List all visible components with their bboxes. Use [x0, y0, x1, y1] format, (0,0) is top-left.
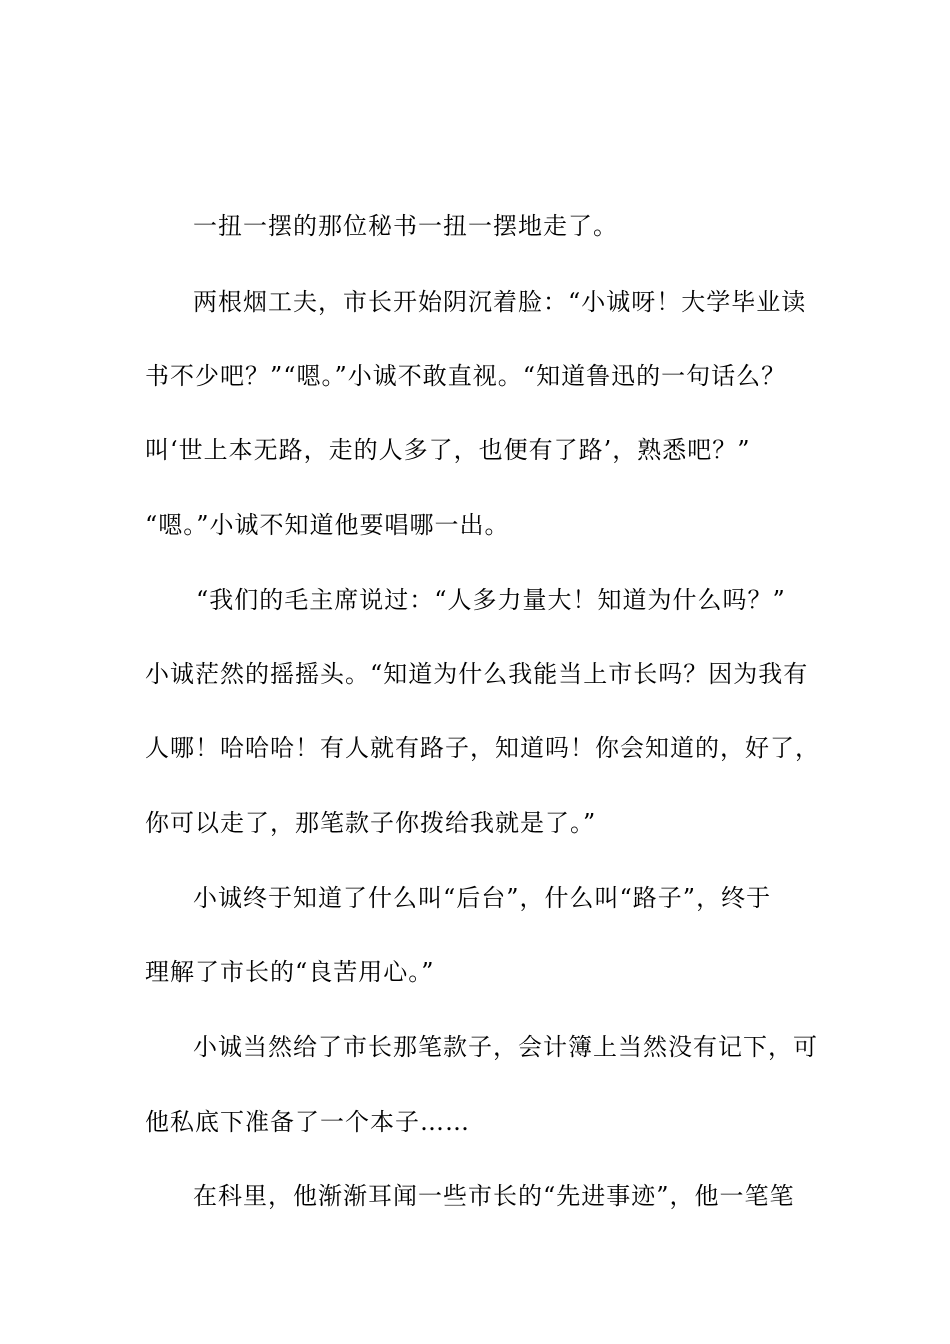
text-line-1: 一扭一摆的那位秘书一扭一摆地走了。 — [193, 212, 618, 240]
text-line-5: “嗯。”小诚不知道他要唱哪一出。 — [145, 511, 510, 539]
text-line-7: 小诚茫然的摇摇头。“知道为什么我能当上市长吗？因为我有 — [145, 660, 809, 688]
text-line-9: 你可以走了，那笔款子你拨给我就是了。” — [145, 809, 597, 837]
text-line-14: 在科里，他渐渐耳闻一些市长的“先进事迹”，他一笔笔 — [193, 1182, 795, 1210]
text-line-2: 两根烟工夫，市长开始阴沉着脸：“小诚呀！大学毕业读 — [193, 288, 807, 316]
text-line-10: 小诚终于知道了什么叫“后台”，什么叫“路子”，终于 — [193, 884, 772, 912]
text-line-6: “我们的毛主席说过：“人多力量大！知道为什么吗？” — [196, 586, 786, 614]
text-line-12: 小诚当然给了市长那笔款子，会计簿上当然没有记下，可 — [193, 1033, 818, 1061]
text-line-3: 书不少吧？”“嗯。”小诚不敢直视。“知道鲁迅的一句话么？ — [145, 362, 787, 390]
text-line-4: 叫‘世上本无路，走的人多了，也便有了路’，熟悉吧？” — [145, 436, 751, 464]
text-line-13: 他私底下准备了一个本子…… — [145, 1108, 470, 1136]
text-line-11: 理解了市长的“良苦用心。” — [145, 958, 435, 986]
text-line-8: 人哪！哈哈哈！有人就有路子，知道吗！你会知道的，好了， — [145, 734, 820, 762]
